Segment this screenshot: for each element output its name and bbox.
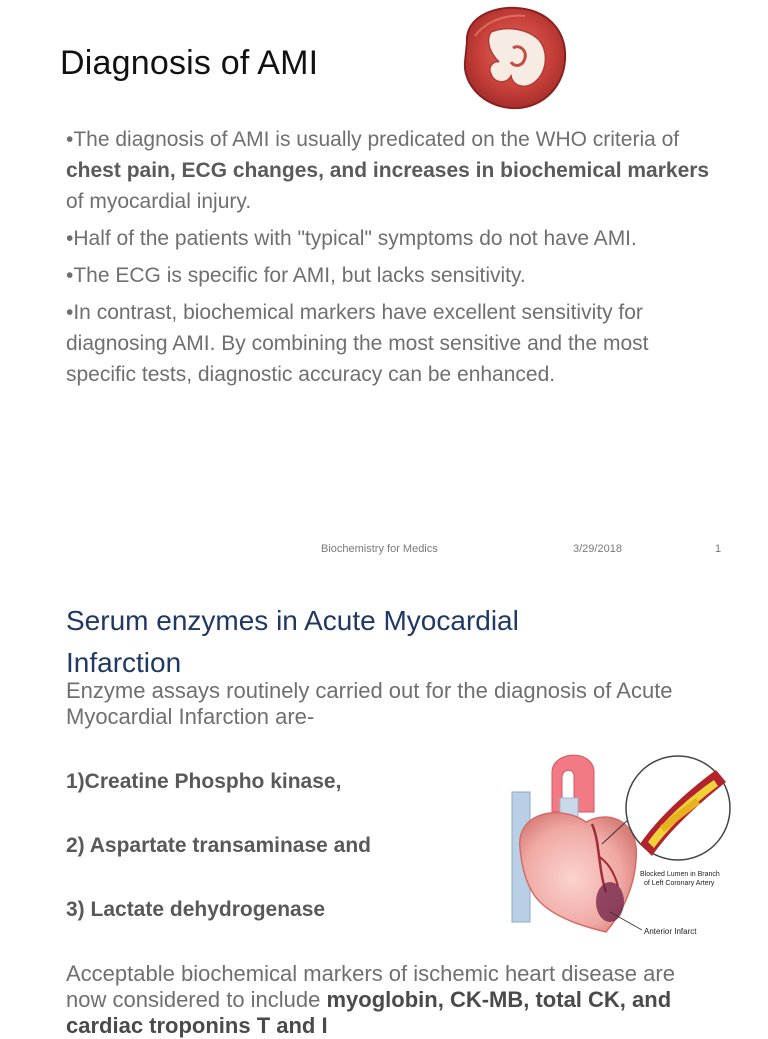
footer-page-number: 1 — [715, 543, 722, 555]
bullet-item: •Half of the patients with "typical" symptoms do not have AMI. — [66, 227, 637, 250]
slide-1-title: Diagnosis of AMI — [60, 44, 319, 82]
label-blocked-lumen: Blocked Lumen in Branch — [640, 871, 720, 878]
enzyme-item: 1)Creatine Phospho kinase, — [66, 770, 342, 793]
slide-2-intro: Enzyme assays routinely carried out for the diagnosis of Acute Myocardial Infarction are- — [66, 678, 673, 729]
footer-date: 3/29/2018 — [573, 543, 622, 555]
label-left-coronary: of Left Coronary Artery — [644, 880, 715, 887]
bullet-list — [66, 124, 716, 396]
slide-2-closing: Acceptable biochemical markers of ischemic heart disease are now considered to include myoglobin, CK-MB, total CK, and cardiac troponins T and I — [66, 961, 675, 1038]
label-anterior-infarct: Anterior Infarct — [644, 927, 697, 936]
bullet-item: •The diagnosis of AMI is usually predicated on the WHO criteria of chest pain, ECG changes, and increases in biochemical markers of myocardial injury. — [66, 128, 710, 213]
slide-2 — [0, 572, 768, 1038]
bullet-item: •The ECG is specific for AMI, but lacks sensitivity. — [66, 264, 526, 287]
enzyme-item: 3) Lactate dehydrogenase — [66, 898, 326, 921]
heart-cross-section-image — [455, 2, 573, 114]
slide-2-title: Serum enzymes in Acute Myocardial Infarction — [66, 605, 519, 678]
heart-artery-illustration — [490, 752, 736, 952]
enzyme-item: 2) Aspartate transaminase and — [66, 834, 372, 857]
bullet-item: •In contrast, biochemical markers have excellent sensitivity for diagnosing AMI. By combining the most sensitive and the most specific tests, diagnostic accuracy can be enhanced. — [66, 301, 649, 386]
footer-source: Biochemistry for Medics — [321, 543, 438, 555]
